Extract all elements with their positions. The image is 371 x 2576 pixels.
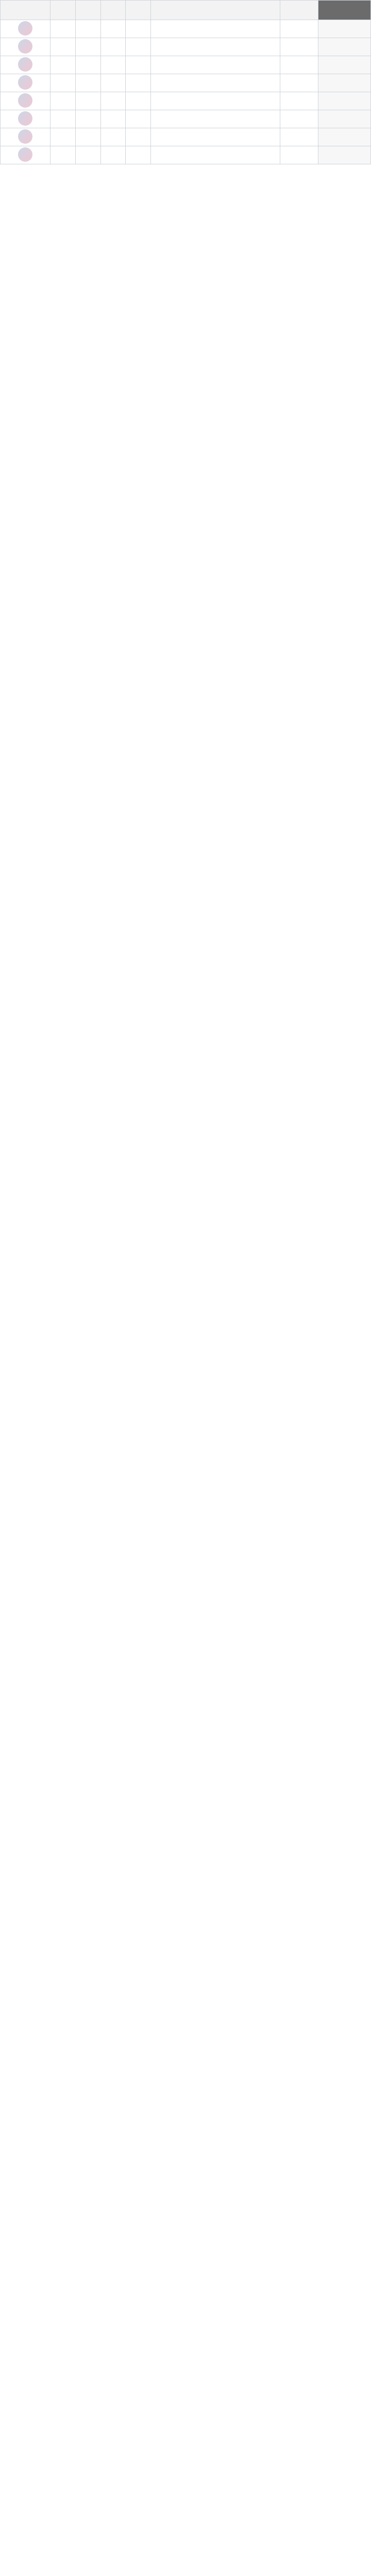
avatar-cell: [1, 74, 50, 92]
table-row: [1, 38, 371, 56]
value-cell-2: [75, 128, 100, 146]
value-cell-3: [100, 146, 126, 164]
header-cell-8: [318, 1, 371, 20]
tag-cell: [318, 56, 371, 74]
table-row: [1, 92, 371, 110]
tag-cell: [318, 92, 371, 110]
value-cell-3: [100, 92, 126, 110]
table-row: [1, 128, 371, 146]
header-row: [1, 1, 371, 20]
value-cell-1: [50, 92, 76, 110]
value-cell-3: [100, 20, 126, 38]
avatar: [18, 75, 32, 90]
description-cell: [150, 146, 280, 164]
value-cell-1: [50, 74, 76, 92]
header-cell-3: [75, 1, 100, 20]
value-cell-4: [126, 146, 151, 164]
description-cell: [150, 128, 280, 146]
header-cell-2: [50, 1, 76, 20]
role-cell: [280, 56, 318, 74]
role-cell: [280, 110, 318, 128]
value-cell-3: [100, 56, 126, 74]
avatar: [18, 147, 32, 162]
value-cell-4: [126, 110, 151, 128]
table-row: [1, 110, 371, 128]
value-cell-4: [126, 74, 151, 92]
value-cell-2: [75, 56, 100, 74]
role-cell: [280, 92, 318, 110]
table-row: [1, 146, 371, 164]
value-cell-1: [50, 20, 76, 38]
value-cell-1: [50, 56, 76, 74]
character-table: [0, 0, 371, 164]
role-cell: [280, 128, 318, 146]
avatar: [18, 21, 32, 36]
value-cell-4: [126, 92, 151, 110]
avatar-cell: [1, 146, 50, 164]
header-cell-6: [150, 1, 280, 20]
table-header: [1, 1, 371, 20]
value-cell-4: [126, 20, 151, 38]
description-cell: [150, 92, 280, 110]
header-cell-4: [100, 1, 126, 20]
tag-cell: [318, 110, 371, 128]
tag-cell: [318, 128, 371, 146]
value-cell-2: [75, 20, 100, 38]
value-cell-4: [126, 56, 151, 74]
avatar-cell: [1, 20, 50, 38]
role-cell: [280, 38, 318, 56]
value-cell-2: [75, 38, 100, 56]
header-cell-5: [126, 1, 151, 20]
value-cell-4: [126, 128, 151, 146]
avatar: [18, 111, 32, 126]
tag-cell: [318, 74, 371, 92]
value-cell-3: [100, 74, 126, 92]
avatar: [18, 39, 32, 54]
description-cell: [150, 38, 280, 56]
value-cell-2: [75, 110, 100, 128]
avatar: [18, 93, 32, 108]
tag-cell: [318, 20, 371, 38]
avatar: [18, 129, 32, 144]
table-body: [1, 20, 371, 164]
description-cell: [150, 20, 280, 38]
value-cell-3: [100, 110, 126, 128]
avatar-cell: [1, 128, 50, 146]
value-cell-3: [100, 128, 126, 146]
avatar-cell: [1, 56, 50, 74]
role-cell: [280, 20, 318, 38]
table-row: [1, 74, 371, 92]
value-cell-1: [50, 38, 76, 56]
header-cell-7: [280, 1, 318, 20]
header-cell-1: [1, 1, 50, 20]
role-cell: [280, 146, 318, 164]
description-cell: [150, 110, 280, 128]
avatar-cell: [1, 38, 50, 56]
value-cell-1: [50, 110, 76, 128]
value-cell-2: [75, 146, 100, 164]
role-cell: [280, 74, 318, 92]
value-cell-3: [100, 38, 126, 56]
value-cell-1: [50, 128, 76, 146]
description-cell: [150, 74, 280, 92]
table-row: [1, 20, 371, 38]
avatar-cell: [1, 92, 50, 110]
table-row: [1, 56, 371, 74]
value-cell-2: [75, 74, 100, 92]
avatar: [18, 57, 32, 72]
avatar-cell: [1, 110, 50, 128]
value-cell-1: [50, 146, 76, 164]
description-cell: [150, 56, 280, 74]
tag-cell: [318, 38, 371, 56]
tag-cell: [318, 146, 371, 164]
value-cell-2: [75, 92, 100, 110]
value-cell-4: [126, 38, 151, 56]
